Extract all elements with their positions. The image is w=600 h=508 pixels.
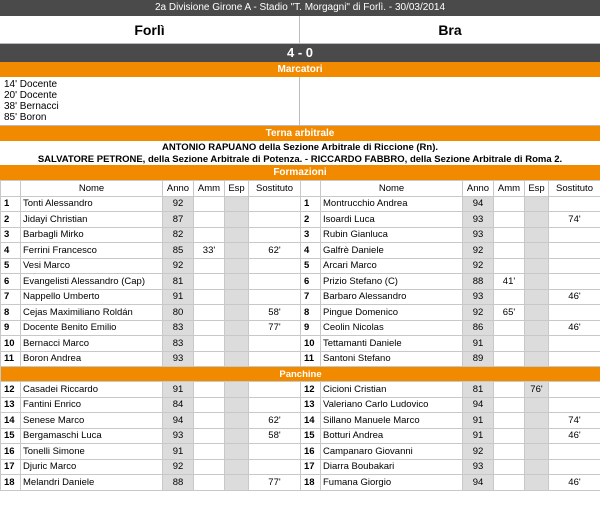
substitution	[549, 336, 600, 352]
player-number: 8	[1, 305, 21, 321]
player-number: 12	[301, 382, 321, 398]
col-header: Sostituto	[549, 181, 600, 197]
player-year: 83	[163, 336, 194, 352]
player-year: 94	[163, 413, 194, 429]
table-row	[1, 351, 600, 367]
substitution: 46'	[549, 320, 600, 336]
yellow-card	[194, 305, 225, 321]
player-number: 7	[1, 289, 21, 305]
yellow-card	[494, 289, 525, 305]
substitution	[549, 227, 600, 243]
player-name: Vesi Marco	[21, 258, 163, 274]
player-name: Jidayi Christian	[21, 212, 163, 228]
red-card	[525, 196, 549, 212]
substitution	[249, 444, 301, 460]
yellow-card	[194, 382, 225, 398]
player-year: 92	[163, 258, 194, 274]
player-year: 92	[463, 258, 494, 274]
player-year: 93	[163, 428, 194, 444]
player-year: 87	[163, 212, 194, 228]
red-card	[225, 274, 249, 290]
player-year: 93	[463, 212, 494, 228]
yellow-card	[494, 320, 525, 336]
player-number: 9	[301, 320, 321, 336]
red-card	[525, 413, 549, 429]
player-name: Melandri Daniele	[21, 475, 163, 491]
yellow-card	[494, 397, 525, 413]
player-number: 10	[1, 336, 21, 352]
player-number: 9	[1, 320, 21, 336]
table-row	[1, 258, 600, 274]
yellow-card	[494, 444, 525, 460]
table-row	[1, 397, 600, 413]
red-card	[525, 258, 549, 274]
table-row	[1, 428, 600, 444]
red-card	[225, 289, 249, 305]
table-row	[1, 413, 600, 429]
scorer-entry: 38' Bernacci	[4, 101, 59, 112]
player-name: Prizio Stefano (C)	[321, 274, 463, 290]
yellow-card	[494, 351, 525, 367]
player-number: 16	[301, 444, 321, 460]
player-name: Djuric Marco	[21, 459, 163, 475]
table-row	[1, 196, 600, 212]
col-header-number	[301, 181, 321, 197]
yellow-card	[194, 289, 225, 305]
yellow-card: 65'	[494, 305, 525, 321]
substitution	[549, 397, 600, 413]
player-number: 15	[301, 428, 321, 444]
substitution: 46'	[549, 289, 600, 305]
player-year: 80	[163, 305, 194, 321]
red-card	[525, 475, 549, 491]
player-number: 16	[1, 444, 21, 460]
table-header-row	[1, 181, 600, 197]
red-card	[225, 444, 249, 460]
player-year: 89	[463, 351, 494, 367]
yellow-card	[194, 351, 225, 367]
red-card	[525, 274, 549, 290]
substitution	[249, 212, 301, 228]
table-row	[1, 212, 600, 228]
player-year: 93	[163, 351, 194, 367]
table-row	[1, 459, 600, 475]
player-name: Nappello Umberto	[21, 289, 163, 305]
player-year: 84	[163, 397, 194, 413]
substitution	[249, 459, 301, 475]
player-year: 86	[463, 320, 494, 336]
player-name: Casadei Riccardo	[21, 382, 163, 398]
col-header: Esp	[525, 181, 549, 197]
player-number: 8	[301, 305, 321, 321]
red-card	[225, 196, 249, 212]
away-scorers	[300, 77, 600, 125]
red-card	[225, 243, 249, 259]
marcatori-title: Marcatori	[0, 62, 600, 77]
player-number: 14	[301, 413, 321, 429]
player-number: 4	[1, 243, 21, 259]
substitution: 62'	[249, 413, 301, 429]
yellow-card	[494, 227, 525, 243]
yellow-card	[194, 336, 225, 352]
player-number: 4	[301, 243, 321, 259]
substitution: 58'	[249, 305, 301, 321]
player-year: 94	[463, 196, 494, 212]
marcatori-section	[0, 77, 600, 126]
substitution	[249, 274, 301, 290]
player-name: Fantini Enrico	[21, 397, 163, 413]
player-name: Botturi Andrea	[321, 428, 463, 444]
red-card	[525, 212, 549, 228]
substitution	[249, 258, 301, 274]
red-card	[225, 475, 249, 491]
yellow-card	[194, 258, 225, 274]
table-row	[1, 382, 600, 398]
player-name: Rubin Gianluca	[321, 227, 463, 243]
player-year: 81	[463, 382, 494, 398]
red-card	[525, 305, 549, 321]
player-number: 15	[1, 428, 21, 444]
player-name: Diarra Boubakari	[321, 459, 463, 475]
player-year: 92	[463, 243, 494, 259]
table-row	[1, 243, 600, 259]
red-card	[225, 320, 249, 336]
formazioni-title: Formazioni	[0, 165, 600, 180]
yellow-card	[194, 212, 225, 228]
player-name: Barbaro Alessandro	[321, 289, 463, 305]
player-number: 5	[301, 258, 321, 274]
player-year: 88	[463, 274, 494, 290]
col-header: Nome	[21, 181, 163, 197]
player-year: 91	[463, 413, 494, 429]
player-number: 17	[1, 459, 21, 475]
substitution	[549, 305, 600, 321]
player-number: 3	[301, 227, 321, 243]
yellow-card	[494, 428, 525, 444]
lineups-table	[0, 180, 600, 491]
assistants-line: SALVATORE PETRONE, della Sezione Arbitrale di Potenza. - RICCARDO FABBRO, della Sezione Arbitrale di Roma 2.	[37, 154, 563, 165]
substitution: 77'	[249, 320, 301, 336]
yellow-card	[494, 336, 525, 352]
player-year: 83	[163, 320, 194, 336]
red-card	[225, 305, 249, 321]
player-name: Docente Benito Emilio	[21, 320, 163, 336]
yellow-card	[194, 444, 225, 460]
red-card	[225, 397, 249, 413]
panchine-title: Panchine	[1, 367, 600, 382]
table-row	[1, 274, 600, 290]
player-year: 91	[463, 428, 494, 444]
player-number: 3	[1, 227, 21, 243]
red-card	[525, 227, 549, 243]
substitution: 74'	[549, 413, 600, 429]
player-name: Bernacci Marco	[21, 336, 163, 352]
player-name: Tettamanti Daniele	[321, 336, 463, 352]
red-card	[225, 413, 249, 429]
player-name: Tonti Alessandro	[21, 196, 163, 212]
substitution	[249, 351, 301, 367]
home-team: Forlì	[0, 16, 300, 43]
player-name: Boron Andrea	[21, 351, 163, 367]
player-name: Ferrini Francesco	[21, 243, 163, 259]
scorer-entry: 85' Boron	[4, 112, 47, 123]
substitution: 62'	[249, 243, 301, 259]
red-card	[225, 227, 249, 243]
table-row	[1, 444, 600, 460]
red-card	[225, 336, 249, 352]
player-number: 6	[301, 274, 321, 290]
yellow-card	[494, 212, 525, 228]
player-number: 5	[1, 258, 21, 274]
match-header: 2a Divisione Girone A - Stadio "T. Morgagni" di Forlì. - 30/03/2014	[0, 0, 600, 16]
player-number: 17	[301, 459, 321, 475]
red-card	[225, 459, 249, 475]
substitution	[249, 227, 301, 243]
table-row	[1, 336, 600, 352]
referee-line: ANTONIO RAPUANO della Sezione Arbitrale di Riccione (Rn).	[161, 142, 439, 153]
player-name: Cicioni Cristian	[321, 382, 463, 398]
player-number: 13	[1, 397, 21, 413]
table-body	[1, 196, 600, 490]
home-scorers	[0, 77, 300, 125]
player-name: Evangelisti Alessandro (Cap)	[21, 274, 163, 290]
player-name: Arcari Marco	[321, 258, 463, 274]
player-number: 2	[301, 212, 321, 228]
yellow-card	[494, 258, 525, 274]
player-year: 92	[463, 444, 494, 460]
player-number: 18	[301, 475, 321, 491]
substitution	[549, 382, 600, 398]
red-card	[525, 289, 549, 305]
red-card	[225, 212, 249, 228]
substitution: 46'	[549, 428, 600, 444]
red-card	[525, 351, 549, 367]
substitution	[249, 289, 301, 305]
player-name: Bergamaschi Luca	[21, 428, 163, 444]
terna-section	[0, 141, 600, 165]
player-name: Tonelli Simone	[21, 444, 163, 460]
yellow-card	[194, 227, 225, 243]
substitution	[249, 196, 301, 212]
player-year: 92	[163, 196, 194, 212]
substitution	[549, 274, 600, 290]
player-year: 91	[163, 289, 194, 305]
player-year: 82	[163, 227, 194, 243]
player-year: 93	[463, 289, 494, 305]
substitution	[549, 258, 600, 274]
yellow-card	[194, 475, 225, 491]
yellow-card	[494, 196, 525, 212]
player-number: 12	[1, 382, 21, 398]
teams-row	[0, 16, 600, 44]
yellow-card	[194, 459, 225, 475]
player-name: Campanaro Giovanni	[321, 444, 463, 460]
col-header: Sostituto	[249, 181, 301, 197]
player-number: 6	[1, 274, 21, 290]
yellow-card	[194, 413, 225, 429]
substitution	[549, 351, 600, 367]
red-card	[525, 444, 549, 460]
red-card	[525, 397, 549, 413]
player-year: 91	[463, 336, 494, 352]
yellow-card	[194, 320, 225, 336]
yellow-card	[494, 475, 525, 491]
red-card	[525, 336, 549, 352]
col-header: Amm	[494, 181, 525, 197]
yellow-card	[494, 382, 525, 398]
table-row	[1, 289, 600, 305]
player-year: 91	[163, 382, 194, 398]
red-card	[225, 382, 249, 398]
substitution	[249, 336, 301, 352]
player-name: Barbagli Mirko	[21, 227, 163, 243]
player-number: 11	[1, 351, 21, 367]
yellow-card	[194, 397, 225, 413]
scorer-entry: 20' Docente	[4, 90, 58, 101]
col-header: Amm	[194, 181, 225, 197]
red-card	[225, 351, 249, 367]
player-name: Valeriano Carlo Ludovico	[321, 397, 463, 413]
player-year: 93	[463, 227, 494, 243]
red-card	[225, 258, 249, 274]
substitution	[549, 444, 600, 460]
yellow-card	[194, 196, 225, 212]
player-number: 13	[301, 397, 321, 413]
substitution	[549, 459, 600, 475]
player-year: 92	[463, 305, 494, 321]
player-number: 2	[1, 212, 21, 228]
player-name: Galfrè Daniele	[321, 243, 463, 259]
substitution: 46'	[549, 475, 600, 491]
table-row	[1, 305, 600, 321]
col-header: Anno	[163, 181, 194, 197]
scorer-entry: 14' Docente	[4, 79, 58, 90]
table-row	[1, 227, 600, 243]
yellow-card	[494, 243, 525, 259]
red-card	[225, 428, 249, 444]
yellow-card	[194, 428, 225, 444]
player-year: 91	[163, 444, 194, 460]
player-year: 93	[463, 459, 494, 475]
yellow-card	[494, 459, 525, 475]
player-name: Santoni Stefano	[321, 351, 463, 367]
substitution: 77'	[249, 475, 301, 491]
yellow-card	[194, 274, 225, 290]
player-year: 85	[163, 243, 194, 259]
player-name: Sillano Manuele Marco	[321, 413, 463, 429]
player-number: 1	[301, 196, 321, 212]
substitution	[249, 382, 301, 398]
player-name: Fumana Giorgio	[321, 475, 463, 491]
panchine-title-row	[1, 367, 600, 382]
player-year: 88	[163, 475, 194, 491]
red-card: 76'	[525, 382, 549, 398]
player-number: 7	[301, 289, 321, 305]
yellow-card: 33'	[194, 243, 225, 259]
player-name: Isoardi Luca	[321, 212, 463, 228]
player-number: 14	[1, 413, 21, 429]
player-name: Cejas Maximiliano Roldán	[21, 305, 163, 321]
substitution	[549, 243, 600, 259]
red-card	[525, 459, 549, 475]
player-name: Ceolin Nicolas	[321, 320, 463, 336]
player-name: Pingue Domenico	[321, 305, 463, 321]
red-card	[525, 428, 549, 444]
red-card	[525, 243, 549, 259]
player-name: Montrucchio Andrea	[321, 196, 463, 212]
substitution: 74'	[549, 212, 600, 228]
yellow-card: 41'	[494, 274, 525, 290]
player-name: Senese Marco	[21, 413, 163, 429]
col-header: Esp	[225, 181, 249, 197]
player-number: 1	[1, 196, 21, 212]
red-card	[525, 320, 549, 336]
player-number: 11	[301, 351, 321, 367]
player-number: 18	[1, 475, 21, 491]
terna-title: Terna arbitrale	[0, 126, 600, 141]
substitution: 58'	[249, 428, 301, 444]
player-year: 81	[163, 274, 194, 290]
yellow-card	[494, 413, 525, 429]
substitution	[249, 397, 301, 413]
table-row	[1, 320, 600, 336]
col-header-number	[1, 181, 21, 197]
player-number: 10	[301, 336, 321, 352]
player-year: 94	[463, 397, 494, 413]
final-score: 4 - 0	[0, 44, 600, 62]
table-row	[1, 475, 600, 491]
substitution	[549, 196, 600, 212]
col-header: Nome	[321, 181, 463, 197]
away-team: Bra	[438, 22, 462, 38]
col-header: Anno	[463, 181, 494, 197]
player-year: 94	[463, 475, 494, 491]
player-year: 92	[163, 459, 194, 475]
